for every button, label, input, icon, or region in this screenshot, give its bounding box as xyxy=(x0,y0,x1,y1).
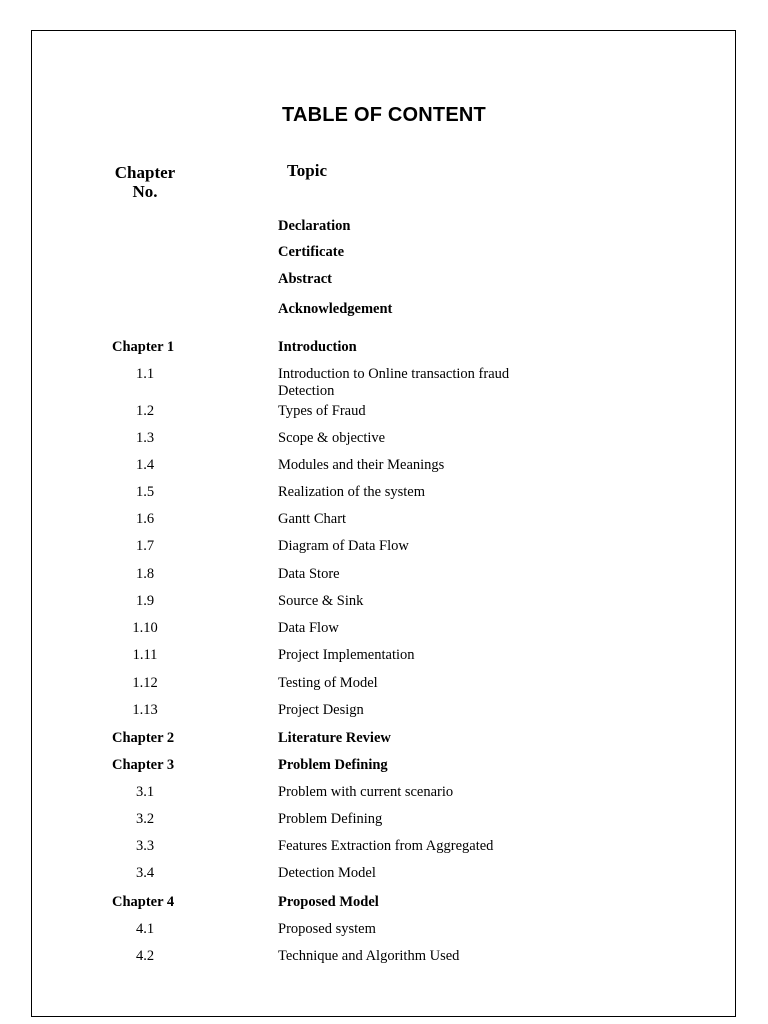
section-title: Problem Defining xyxy=(278,811,383,827)
front-matter-item: Abstract xyxy=(278,271,332,287)
section-number: 1.13 xyxy=(132,702,158,718)
section-title: Detection Model xyxy=(278,865,376,881)
section-number: 3.3 xyxy=(135,838,155,854)
section-title: Source & Sink xyxy=(278,593,364,609)
chapter-number: Chapter 2 xyxy=(112,730,175,746)
front-matter-item: Acknowledgement xyxy=(278,301,393,317)
section-number: 3.1 xyxy=(135,784,155,800)
section-number: 1.12 xyxy=(132,675,158,691)
chapter-number: Chapter 3 xyxy=(112,757,175,773)
section-number: 1.9 xyxy=(135,593,155,609)
page-title: TABLE OF CONTENT xyxy=(282,104,486,126)
section-number: 1.11 xyxy=(132,647,158,663)
section-title: Modules and their Meanings xyxy=(278,457,445,473)
section-title: Introduction to Online transaction fraud Detection xyxy=(278,366,510,399)
chapter-title: Problem Defining xyxy=(278,757,388,773)
section-title: Scope & objective xyxy=(278,430,386,446)
front-matter-item: Certificate xyxy=(278,244,345,260)
section-number: 3.2 xyxy=(135,811,155,827)
section-title: Testing of Model xyxy=(278,675,378,691)
section-number: 1.8 xyxy=(135,566,155,582)
section-number: 1.3 xyxy=(135,430,155,446)
section-number: 1.10 xyxy=(132,620,158,636)
section-number: 1.2 xyxy=(135,403,155,419)
section-number: 1.4 xyxy=(135,457,155,473)
chapter-title: Introduction xyxy=(278,339,357,355)
front-matter-item: Declaration xyxy=(278,218,351,234)
chapter-title: Literature Review xyxy=(278,730,391,746)
section-title: Project Implementation xyxy=(278,647,415,663)
section-number: 1.1 xyxy=(135,366,155,382)
section-title: Gantt Chart xyxy=(278,511,347,527)
section-title: Technique and Algorithm Used xyxy=(278,948,460,964)
column-header-chapter-no xyxy=(95,163,195,201)
section-number: 1.6 xyxy=(135,511,155,527)
section-number: 1.7 xyxy=(135,538,155,554)
chapter-number: Chapter 4 xyxy=(112,894,175,910)
section-number: 1.5 xyxy=(135,484,155,500)
section-title: Data Store xyxy=(278,566,340,582)
chapter-title: Proposed Model xyxy=(278,894,379,910)
section-number: 3.4 xyxy=(135,865,155,881)
section-title: Data Flow xyxy=(278,620,339,636)
column-header-topic: Topic xyxy=(287,161,328,180)
section-title: Project Design xyxy=(278,702,364,718)
section-title: Realization of the system xyxy=(278,484,425,500)
section-title: Features Extraction from Aggregated xyxy=(278,838,494,854)
section-number: 4.2 xyxy=(135,948,155,964)
column-header-chapter-no-text: Chapter No. xyxy=(114,163,176,201)
chapter-number: Chapter 1 xyxy=(112,339,175,355)
section-title: Problem with current scenario xyxy=(278,784,454,800)
section-title: Types of Fraud xyxy=(278,403,366,419)
section-title: Proposed system xyxy=(278,921,376,937)
section-number: 4.1 xyxy=(135,921,155,937)
section-title: Diagram of Data Flow xyxy=(278,538,409,554)
